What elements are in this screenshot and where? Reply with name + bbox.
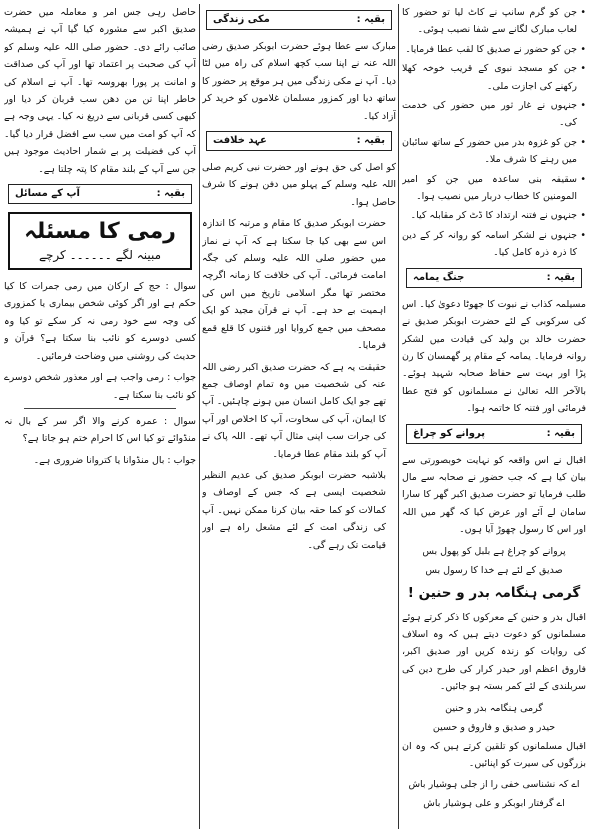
poem-verse: صدیق کے لئے ہے خدا کا رسول بس	[425, 564, 563, 576]
continued-label: بقیہ :	[546, 271, 575, 283]
question-paragraph: سوال : عمرہ کرنے والا اگر سر کے بال نہ منڈوائے تو کیا اس کا احرام ختم ہو جاتا ہے؟	[4, 415, 196, 445]
poem-verse: حیدر و صدیق و فاروق و حسین	[432, 721, 556, 733]
continued-label: بقیہ :	[156, 188, 185, 200]
divider	[24, 408, 176, 409]
article-paragraph: مسیلمہ کذاب نے نبوت کا جھوٹا دعویٰ کیا۔ اس کی سرکوبی کے لئے حضرت ابوبکر صدیق نے حضرت خالد بن ولید کی قیادت میں لشکر روانہ فرمایا۔ یمامہ کے مقام پر گھمسان کا رن پڑا اور بہت سے حفاظ صحابہ شہید ہوئے۔ بالآخر اللہ تعالیٰ نے مسلمانوں کو فتح عطا فرمائی اور فتنہ کا خاتمہ ہوا۔	[402, 298, 586, 415]
section-heading-yamama	[406, 268, 582, 288]
article-paragraph: حاصل رہی جس امر و معاملہ میں حضرت صدیق اکبر سے مشورہ کیا گیا آپ نے ہمیشہ صائب رائے دی۔ حضور صلی اللہ علیہ وسلم کو آپ کی صحبت پر اعتماد تھا اور آپ کی صداقت و امانت پر پورا بھروسہ تھا۔ آپ نے اسلام کی خاطر اپنا تن من دھن سب قربان کر دیا اور کبھی کسی قربانی سے دریغ نہ کیا۔ یہی وجہ ہے کہ آپ کو امت میں سب سے افضل قرار دیا گیا۔ آپ کی فضیلت پر بے شمار احادیث موجود ہیں جن سے آپ کے بلند مقام کا پتہ چلتا ہے۔	[4, 7, 196, 175]
section-title: آپ کے مسائل	[15, 188, 80, 200]
section-heading-masail	[8, 184, 192, 204]
list-item: • جنہوں نے فتنہ ارتداد کا ڈٹ کر مقابلہ کیا۔	[402, 207, 586, 224]
column-divider	[398, 4, 399, 829]
article-paragraph: حقیقت یہ ہے کہ حضرت صدیق اکبر رضی اللہ عنہ کی شخصیت میں وہ تمام اوصاف جمع تھے جو ایک کامل انسان میں ہونے چاہئیں۔ آپ کا ایمان، آپ کی سخاوت، آپ کا اخلاص اور آپ کی جرات سب اپنی مثال آپ تھے۔ اللہ پاک نے آپ کو بلند مقام عطا فرمایا۔	[202, 361, 386, 460]
poem-verse: اے گرفتار ابوبکر و علی ہوشیار باش	[423, 798, 565, 810]
article-paragraph: اقبال مسلمانوں کو تلقین کرتے ہیں کہ وہ ان بزرگوں کی سیرت کو اپنائیں۔	[402, 740, 586, 769]
column-divider	[199, 4, 200, 829]
question-paragraph: سوال : حج کے ارکان میں رمی جمرات کا کیا حکم ہے اور اگر کوئی شخص بیماری یا کمزوری کی وجہ سے خود رمی نہ کر سکے تو کیا وہ کسی دوسرے کو نائب بنا سکتا ہے؟ قرآن و حدیث کی روشنی میں وضاحت فرمائیں۔	[4, 281, 196, 362]
poem-verse: اے کہ نشناسی خفی را از جلی ہوشیار باش	[408, 779, 580, 791]
list-item: • جن کو غزوہ بدر میں حضور کے ساتھ سائبان میں رہنے کا شرف ملا۔	[402, 134, 586, 169]
section-title: مکی زندگی	[213, 14, 270, 25]
list-item: • جن کو گرم سانپ نے کاٹ لیا تو حضور کا لعاب مبارک لگانے سے شفا نصیب ہوئی۔	[402, 4, 586, 39]
section-title: پروانے کو چراغ	[413, 427, 485, 439]
column-left	[4, 4, 196, 829]
column-right	[402, 4, 586, 829]
article-paragraph: اقبال بدر و حنین کے معرکوں کا ذکر کرتے ہوئے مسلمانوں کو دعوت دیتے ہیں کہ وہ اسلاف کی روایات کو زندہ کریں اور صدیق اکبر، فاروق اعظم اور حیدر کرار کی طرح دین کی سربلندی کے لئے کمر بستہ ہو جائیں۔	[402, 611, 586, 693]
section-title: جنگ یمامہ	[413, 271, 465, 283]
continued-label: بقیہ :	[356, 135, 385, 147]
article-paragraph: کو اصل کی حق ہونے اور حضرت نبی کریم صلی اللہ علیہ وسلم کے پہلو میں دفن ہونے کا شرف حاصل ہوا۔	[202, 162, 396, 208]
article-paragraph: حضرت ابوبکر صدیق کا مقام و مرتبہ کا اندازہ اس سے بھی کیا جا سکتا ہے کہ آپ نے نماز میں حضور صلی اللہ علیہ وسلم کی جگہ امامت فرمائی۔ آپ کی خلافت کا زمانہ اگرچہ مختصر تھا مگر اسلامی تاریخ میں اس کی اہمیت بے حد ہے۔ آپ نے قرآن مجید کو ایک مصحف میں جمع کروایا اور فتنوں کا قلع قمع فرمایا۔	[202, 218, 386, 352]
answer-paragraph: جواب : رمی واجب ہے اور معذور شخص دوسرے کو نائب بنا سکتا ہے۔	[4, 372, 196, 401]
answer-paragraph: جواب : بال منڈوانا یا کتروانا ضروری ہے۔	[33, 454, 196, 466]
list-item: • جنہوں نے غار ثور میں حضور کی خدمت کی۔	[402, 97, 586, 132]
article-paragraph: اقبال نے اس واقعہ کو نہایت خوبصورتی سے بیان کیا ہے کہ جب حضور نے صحابہ سے مال طلب فرمایا تو حضرت صدیق اکبر گھر کا سارا سامان لے آئے اور عرض کیا کہ گھر میں اللہ اور اس کا رسول چھوڑ آیا ہوں۔	[402, 454, 586, 536]
continued-label: بقیہ :	[356, 14, 385, 25]
virtues-list	[402, 4, 586, 262]
poem-verse: گرمی ہنگامہ بدر و حنین	[445, 702, 543, 714]
list-item: • جن کو حضور نے صدیق کا لقب عطا فرمایا۔	[402, 41, 586, 58]
column-middle	[202, 4, 396, 829]
list-item: • جن کو مسجد نبوی کے قریب خوخہ کھلا رکھنے کی اجازت ملی۔	[402, 60, 586, 95]
feature-subtitle: مبینہ لگے ۔۔۔۔۔۔ کرچے	[38, 248, 162, 263]
article-paragraph: بلاشبہ حضرت ابوبکر صدیق کی عدیم النظیر شخصیت ایسی ہے کہ جس کے اوصاف و کمالات کو کما حقہ بیان کرنا ممکن نہیں۔ آپ کی زندگی امت کے لئے مشعل راہ ہے اور قیامت تک رہے گی۔	[202, 469, 386, 551]
section-heading-lamp	[406, 424, 582, 444]
article-paragraph: مبارک سے عطا ہوئے حضرت ابوبکر صدیق رضی اللہ عنہ نے اپنا سب کچھ اسلام کی راہ میں لٹا دیا۔ آپ نے مکی زندگی میں ہر موقع پر حضور کا ساتھ دیا اور کمزور مسلمان غلاموں کو خرید کر آزاد کیا۔	[202, 41, 396, 122]
section-title: عہد خلافت	[213, 135, 267, 147]
continued-label: بقیہ :	[546, 427, 575, 439]
section-heading-khilafat	[206, 131, 392, 151]
feature-title-box	[8, 212, 192, 270]
list-item: • جنہوں نے لشکر اسامہ کو روانہ کر کے دین کا ذرہ ذرہ کامل کیا۔	[402, 227, 586, 262]
list-item: • سقیفہ بنی ساعدہ میں جن کو امیر المومنین کا خطاب دربار میں نصیب ہوا۔	[402, 171, 586, 206]
section-heading-makki	[206, 10, 392, 30]
subheadline: گرمی ہنگامہ بدر و حنین !	[407, 584, 581, 601]
poem-verse: پروانے کو چراغ ہے بلبل کو پھول بس	[422, 545, 566, 557]
feature-title: رمی کا مسئلہ	[24, 219, 176, 245]
